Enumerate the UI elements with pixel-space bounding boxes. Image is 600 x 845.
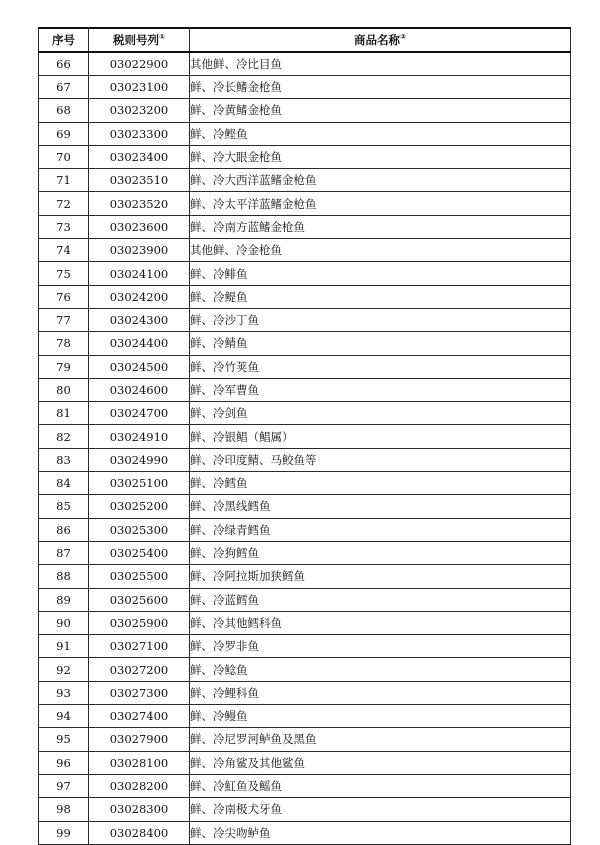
row-seq-cell: 79 (39, 355, 89, 378)
row-seq-cell: 85 (39, 495, 89, 518)
row-name-cell: 鲜、冷鲭鱼 (190, 332, 571, 355)
table-row (39, 52, 571, 76)
table-row (39, 705, 571, 728)
table-row (39, 821, 571, 844)
row-code-cell: 03028400 (89, 821, 190, 844)
header-seq-label: 序号 (52, 33, 75, 47)
header-code (89, 28, 190, 52)
table-row (39, 774, 571, 797)
row-code-cell: 03024400 (89, 332, 190, 355)
row-seq-cell: 87 (39, 541, 89, 564)
row-name-cell: 鲜、冷鲶鱼 (190, 658, 571, 681)
table-row (39, 518, 571, 541)
row-code-cell: 03024200 (89, 285, 190, 308)
table-row (39, 728, 571, 751)
row-name-cell: 鲜、冷银鲳（鲳属） (190, 425, 571, 448)
row-seq-cell: 78 (39, 332, 89, 355)
row-name-cell: 鲜、冷印度鲭、马鲛鱼等 (190, 448, 571, 471)
row-name-cell: 鲜、冷蓝鳕鱼 (190, 588, 571, 611)
row-name-cell: 其他鲜、冷比目鱼 (190, 52, 571, 76)
row-code-cell: 03025100 (89, 472, 190, 495)
row-seq-cell: 84 (39, 472, 89, 495)
row-code-cell: 03023100 (89, 76, 190, 99)
row-seq-cell: 75 (39, 262, 89, 285)
row-code-cell: 03027200 (89, 658, 190, 681)
table-row (39, 355, 571, 378)
row-code-cell: 03025600 (89, 588, 190, 611)
table-row (39, 192, 571, 215)
row-name-cell: 鲜、冷鲣鱼 (190, 122, 571, 145)
header-name (190, 28, 571, 52)
row-seq-cell: 74 (39, 239, 89, 262)
row-code-cell: 03024700 (89, 402, 190, 425)
row-seq-cell: 91 (39, 635, 89, 658)
row-name-cell: 鲜、冷鲱鱼 (190, 262, 571, 285)
table-row (39, 798, 571, 821)
row-seq-cell: 97 (39, 774, 89, 797)
row-seq-cell: 72 (39, 192, 89, 215)
table-row (39, 448, 571, 471)
row-seq-cell: 83 (39, 448, 89, 471)
table-row (39, 122, 571, 145)
table-row (39, 332, 571, 355)
row-code-cell: 03024500 (89, 355, 190, 378)
table-row (39, 425, 571, 448)
row-seq-cell: 76 (39, 285, 89, 308)
row-seq-cell: 89 (39, 588, 89, 611)
row-code-cell: 03024910 (89, 425, 190, 448)
row-name-cell: 鲜、冷鲤科鱼 (190, 681, 571, 704)
row-code-cell: 03023520 (89, 192, 190, 215)
row-seq-cell: 93 (39, 681, 89, 704)
row-seq-cell: 88 (39, 565, 89, 588)
row-name-cell: 鲜、冷军曹鱼 (190, 378, 571, 401)
row-seq-cell: 95 (39, 728, 89, 751)
row-seq-cell: 81 (39, 402, 89, 425)
row-seq-cell: 94 (39, 705, 89, 728)
row-code-cell: 03025200 (89, 495, 190, 518)
row-name-cell: 鲜、冷长鳍金枪鱼 (190, 76, 571, 99)
row-code-cell: 03024600 (89, 378, 190, 401)
row-seq-cell: 98 (39, 798, 89, 821)
row-code-cell: 03024990 (89, 448, 190, 471)
table-row (39, 402, 571, 425)
row-code-cell: 03025900 (89, 611, 190, 634)
row-name-cell: 鲜、冷沙丁鱼 (190, 308, 571, 331)
table-row (39, 565, 571, 588)
row-code-cell: 03027100 (89, 635, 190, 658)
row-seq-cell: 77 (39, 308, 89, 331)
table-row (39, 76, 571, 99)
table-row (39, 308, 571, 331)
footnote-marker: ① (159, 33, 165, 42)
row-seq-cell: 66 (39, 52, 89, 76)
row-name-cell: 鲜、冷南方蓝鳍金枪鱼 (190, 215, 571, 238)
table-row (39, 751, 571, 774)
row-code-cell: 03027400 (89, 705, 190, 728)
row-name-cell: 鲜、冷其他鳕科鱼 (190, 611, 571, 634)
row-name-cell: 鲜、冷黄鳍金枪鱼 (190, 99, 571, 122)
table-row (39, 541, 571, 564)
row-seq-cell: 69 (39, 122, 89, 145)
row-code-cell: 03023510 (89, 169, 190, 192)
row-code-cell: 03023600 (89, 215, 190, 238)
row-seq-cell: 82 (39, 425, 89, 448)
row-code-cell: 03024100 (89, 262, 190, 285)
row-seq-cell: 99 (39, 821, 89, 844)
row-code-cell: 03023900 (89, 239, 190, 262)
row-code-cell: 03022900 (89, 52, 190, 76)
row-seq-cell: 80 (39, 378, 89, 401)
row-name-cell: 鲜、冷尼罗河鲈鱼及黑鱼 (190, 728, 571, 751)
row-code-cell: 03028300 (89, 798, 190, 821)
header-code-label: 税则号列 (113, 33, 160, 47)
row-seq-cell: 71 (39, 169, 89, 192)
row-code-cell: 03025300 (89, 518, 190, 541)
row-seq-cell: 73 (39, 215, 89, 238)
header-seq (39, 28, 89, 52)
table-header-row (39, 28, 571, 52)
table-row (39, 99, 571, 122)
row-name-cell: 鲜、冷大眼金枪鱼 (190, 145, 571, 168)
row-code-cell: 03027900 (89, 728, 190, 751)
table-row (39, 169, 571, 192)
row-code-cell: 03025400 (89, 541, 190, 564)
footnote-marker: ② (400, 33, 406, 42)
row-seq-cell: 92 (39, 658, 89, 681)
row-code-cell: 03023200 (89, 99, 190, 122)
header-name-label: 商品名称 (354, 33, 401, 47)
table-row (39, 588, 571, 611)
tariff-table (38, 27, 571, 845)
row-name-cell: 鲜、冷竹荚鱼 (190, 355, 571, 378)
table-row (39, 145, 571, 168)
row-seq-cell: 96 (39, 751, 89, 774)
row-name-cell: 其他鲜、冷金枪鱼 (190, 239, 571, 262)
table-body (39, 52, 571, 844)
row-name-cell: 鲜、冷尖吻鲈鱼 (190, 821, 571, 844)
table-row (39, 285, 571, 308)
table-row (39, 262, 571, 285)
row-name-cell: 鲜、冷大西洋蓝鳍金枪鱼 (190, 169, 571, 192)
row-code-cell: 03023400 (89, 145, 190, 168)
row-code-cell: 03027300 (89, 681, 190, 704)
row-name-cell: 鲜、冷鳕鱼 (190, 472, 571, 495)
row-seq-cell: 68 (39, 99, 89, 122)
table-row (39, 635, 571, 658)
row-seq-cell: 86 (39, 518, 89, 541)
table-row (39, 215, 571, 238)
row-name-cell: 鲜、冷黑线鳕鱼 (190, 495, 571, 518)
table-row (39, 681, 571, 704)
table-row (39, 378, 571, 401)
row-name-cell: 鲜、冷太平洋蓝鳍金枪鱼 (190, 192, 571, 215)
row-name-cell: 鲜、冷鳀鱼 (190, 285, 571, 308)
row-seq-cell: 67 (39, 76, 89, 99)
table-row (39, 495, 571, 518)
table-row (39, 658, 571, 681)
row-name-cell: 鲜、冷剑鱼 (190, 402, 571, 425)
row-code-cell: 03028200 (89, 774, 190, 797)
row-name-cell: 鲜、冷角鲨及其他鲨鱼 (190, 751, 571, 774)
row-seq-cell: 70 (39, 145, 89, 168)
row-name-cell: 鲜、冷绿青鳕鱼 (190, 518, 571, 541)
row-code-cell: 03025500 (89, 565, 190, 588)
row-name-cell: 鲜、冷罗非鱼 (190, 635, 571, 658)
row-name-cell: 鲜、冷魟鱼及鳐鱼 (190, 774, 571, 797)
row-name-cell: 鲜、冷狗鳕鱼 (190, 541, 571, 564)
row-seq-cell: 90 (39, 611, 89, 634)
row-name-cell: 鲜、冷阿拉斯加狭鳕鱼 (190, 565, 571, 588)
row-code-cell: 03023300 (89, 122, 190, 145)
row-name-cell: 鲜、冷鳗鱼 (190, 705, 571, 728)
table-row (39, 611, 571, 634)
row-code-cell: 03024300 (89, 308, 190, 331)
row-code-cell: 03028100 (89, 751, 190, 774)
table-row (39, 239, 571, 262)
row-name-cell: 鲜、冷南极犬牙鱼 (190, 798, 571, 821)
table-row (39, 472, 571, 495)
